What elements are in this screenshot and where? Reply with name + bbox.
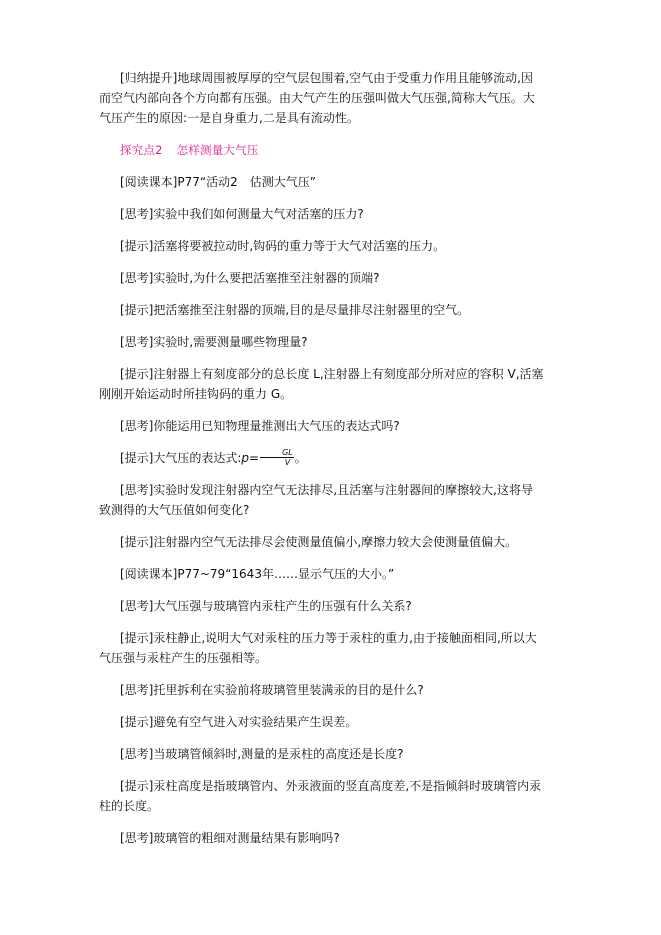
- formula-prefix: [提示]大气压的表达式:: [120, 451, 242, 465]
- paragraph-hint-2: [提示]把活塞推至注射器的顶端,目的是尽量排尽注射器里的空气。: [120, 303, 470, 317]
- paragraph-question-8: [思考]当玻璃管倾斜时,测量的是汞柱的高度还是长度?: [120, 747, 404, 761]
- paragraph-read-textbook-2: [阅读课本]P77~79“1643年……显示气压的大小。”: [120, 567, 395, 581]
- section-heading-label: 探究点2: [120, 143, 163, 157]
- formula-variable: p: [241, 451, 250, 465]
- section-heading-title: 怎样测量大气压: [176, 143, 259, 157]
- formula-suffix: 。: [294, 451, 307, 465]
- paragraph-hint-8: [提示]汞柱高度是指玻璃管内、外汞液面的竖直高度差,不是指倾斜时玻璃管内汞柱的长度。: [99, 779, 542, 813]
- paragraph-read-textbook: [阅读课本]P77“活动2 估测大气压”: [120, 175, 316, 189]
- formula-fraction: [260, 448, 294, 467]
- paragraph-hint-5: [提示]注射器内空气无法排尽会使测量值偏小,摩擦力较大会使测量值偏大。: [120, 535, 518, 549]
- summary-paragraph: [归纳提升]地球周围被厚厚的空气层包围着,空气由于受重力作用且能够流动,因而空气内部向各个方向都有压强。由大气产生的压强叫做大气压强,简称大气压。大气压产生的原因:一是自身重力,二是具有流动性。: [99, 71, 535, 125]
- paragraph-question-5: [思考]实验时发现注射器内空气无法排尽,且活塞与注射器间的摩擦较大,这将导致测得的大气压值如何变化?: [99, 483, 533, 517]
- document-body: [99, 68, 544, 860]
- paragraph-question-1: [思考]实验中我们如何测量大气对活塞的压力?: [120, 207, 364, 221]
- paragraph-hint-1: [提示]活塞将要被拉动时,钩码的重力等于大气对活塞的压力。: [120, 239, 446, 253]
- paragraph-hint-6: [提示]汞柱静止,说明大气对汞柱的压力等于汞柱的重力,由于接触面相同,所以大气压强与汞柱产生的压强相等。: [99, 631, 537, 665]
- formula-denominator: V: [284, 458, 291, 467]
- paragraph-hint-formula: [99, 448, 544, 468]
- paragraph-question-7: [思考]托里拆利在实验前将玻璃管里装满汞的目的是什么?: [120, 683, 424, 697]
- paragraph-question-3: [思考]实验时,需要测量哪些物理量?: [120, 335, 308, 349]
- formula-numerator: GL: [260, 448, 294, 458]
- formula-equals: =: [249, 451, 260, 465]
- section-heading: [99, 140, 544, 160]
- paragraph-question-9: [思考]玻璃管的粗细对测量结果有影响吗?: [120, 831, 340, 845]
- paragraph-hint-3: [提示]注射器上有刻度部分的总长度 L,注射器上有刻度部分所对应的容积 V,活塞刚刚开始运动时所挂钩码的重力 G。: [99, 367, 544, 401]
- paragraph-question-6: [思考]大气压强与玻璃管内汞柱产生的压强有什么关系?: [120, 599, 412, 613]
- paragraph-hint-7: [提示]避免有空气进入对实验结果产生误差。: [120, 715, 358, 729]
- paragraph-question-4: [思考]你能运用已知物理量推测出大气压的表达式吗?: [120, 419, 400, 433]
- paragraph-question-2: [思考]实验时,为什么要把活塞推至注射器的顶端?: [120, 271, 380, 285]
